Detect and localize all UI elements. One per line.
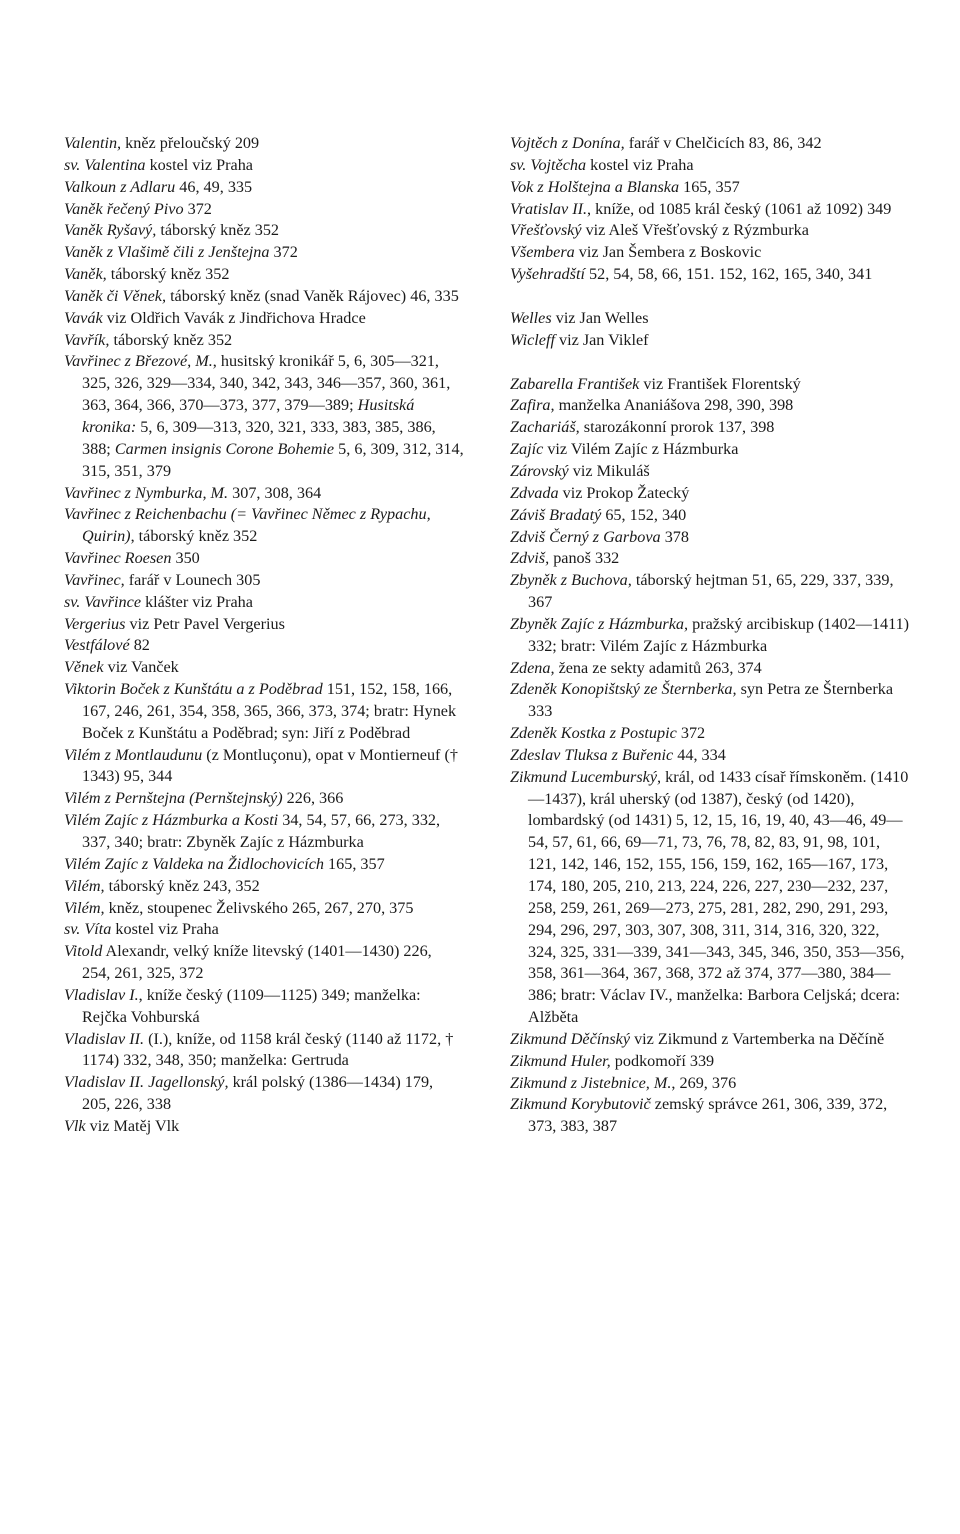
index-entry bbox=[64, 657, 464, 679]
entry-headword: Vilém Zajíc z Valdeka na Židlochovicích bbox=[64, 854, 324, 873]
entry-text: žena ze sekty adamitů 263, 374 bbox=[554, 658, 762, 677]
entry-headword: Zdviš Černý z Garbova bbox=[510, 527, 661, 546]
index-entry bbox=[64, 614, 464, 636]
entry-headword: Zikmund Korybutovič bbox=[510, 1095, 651, 1114]
entry-headword: Viktorin Boček z Kunštátu a z Poděbrad bbox=[64, 680, 323, 699]
entry-headword: Vratislav II. bbox=[510, 199, 588, 218]
entry-headword: Zajíc bbox=[510, 440, 544, 459]
entry-text: viz Matěj Vlk bbox=[85, 1116, 180, 1135]
entry-text: 226, 366 bbox=[282, 789, 344, 808]
entry-headword: Zdeněk Kostka z Postupic bbox=[510, 724, 677, 743]
entry-headword: sv. Víta bbox=[64, 920, 112, 939]
entry-headword: Zabarella František bbox=[510, 374, 640, 393]
index-entry bbox=[510, 723, 910, 745]
index-entry bbox=[510, 199, 910, 221]
entry-text: (z Montluçonu), opat v Montierneuf († 1343) 95, 344 bbox=[82, 745, 458, 786]
index-entry bbox=[64, 635, 464, 657]
index-column-left bbox=[64, 133, 464, 1138]
entry-headword: Zdeslav Tluksa z Buřenic bbox=[510, 745, 674, 764]
index-entry bbox=[510, 548, 910, 570]
entry-text: kněz, stoupenec Želivského 265, 267, 270, 375 bbox=[104, 898, 414, 917]
entry-text: 165, 357 bbox=[679, 177, 740, 196]
index-entry bbox=[510, 1094, 910, 1138]
entry-headword: Zachariáš, bbox=[510, 418, 580, 437]
entry-text: viz Jan Welles bbox=[551, 308, 649, 327]
index-group-z bbox=[510, 374, 910, 1139]
entry-text: táborský kněz 352 bbox=[156, 221, 280, 240]
index-entry bbox=[510, 264, 910, 286]
index-entry bbox=[510, 155, 910, 177]
entry-headword: Vestfálové bbox=[64, 636, 130, 655]
entry-headword: Záviš Bradatý bbox=[510, 505, 602, 524]
group-separator bbox=[510, 352, 910, 374]
index-entry bbox=[64, 985, 464, 1029]
index-group-v bbox=[510, 133, 910, 286]
entry-text: Alexandr, velký kníže litevský (1401—1430) 226, 254, 261, 325, 372 bbox=[82, 942, 432, 983]
index-entry bbox=[64, 351, 464, 482]
entry-text: viz Vilém Zajíc z Házmburka bbox=[543, 440, 739, 459]
index-entry bbox=[64, 941, 464, 985]
entry-text: 151, 152, 158, 166, 167, 246, 261, 354, 358, 365, 366, 373, 374; bratr: Hynek Boček z Kunštátu a Poděbrad; syn: Jiří z Poděbrad bbox=[82, 680, 457, 742]
entry-text: viz Zikmund z Vartemberka na Děčíně bbox=[630, 1029, 885, 1048]
entry-headword: Wicleff bbox=[510, 330, 555, 349]
entry-text: táborský kněz (snad Vaněk Rájovec) 46, 335 bbox=[166, 286, 459, 305]
index-entry bbox=[510, 133, 910, 155]
entry-text: 165, 357 bbox=[324, 854, 385, 873]
entry-headword: Vaněk řečený Pivo bbox=[64, 199, 184, 218]
entry-headword: Vlk bbox=[64, 1116, 86, 1135]
entry-text: 82 bbox=[129, 636, 150, 655]
entry-headword: sv. Vavřince bbox=[64, 592, 142, 611]
index-entry bbox=[510, 177, 910, 199]
entry-text: král polský (1386—1434) 179, 205, 226, 338 bbox=[82, 1073, 434, 1114]
entry-headword: Vavřinec z Nymburka, M. bbox=[64, 483, 229, 502]
entry-text: syn Petra ze Šternberka 333 bbox=[528, 680, 893, 721]
entry-headword: Zbyněk Zajíc z Házmburka, bbox=[510, 614, 689, 633]
entry-headword: Vergerius bbox=[64, 614, 126, 633]
entry-headword: Zikmund Lucemburský, bbox=[510, 767, 662, 786]
index-entry bbox=[64, 679, 464, 745]
entry-text: 5, 6, 309, 312, 314, 315, 351, 379 bbox=[82, 439, 464, 480]
index-entry bbox=[510, 570, 910, 614]
entry-text: 378 bbox=[660, 527, 689, 546]
index-entry bbox=[64, 133, 464, 155]
entry-headword: Zdvada bbox=[510, 483, 559, 502]
entry-text: viz Vanček bbox=[103, 658, 179, 677]
entry-headword: Vavřinec Roesen bbox=[64, 549, 172, 568]
entry-headword: Carmen insignis Corone Bohemie bbox=[110, 439, 335, 458]
index-entry bbox=[510, 374, 910, 396]
entry-text: , kníže, od 1085 král český (1061 až 1092) 349 bbox=[587, 199, 892, 218]
entry-headword: Zárovský bbox=[510, 461, 569, 480]
index-entry bbox=[510, 483, 910, 505]
entry-text: kostel viz Praha bbox=[111, 920, 219, 939]
entry-text: viz Aleš Vřešťovský z Rýzmburka bbox=[581, 221, 809, 240]
entry-headword: Vřešťovský bbox=[510, 221, 582, 240]
index-entry bbox=[510, 527, 910, 549]
entry-text: klášter viz Praha bbox=[141, 592, 253, 611]
entry-headword: Vaněk Ryšavý, bbox=[64, 221, 157, 240]
entry-headword: Vavřinec, bbox=[64, 570, 125, 589]
entry-headword: Všembera bbox=[510, 243, 575, 262]
index-entry bbox=[64, 898, 464, 920]
index-entry bbox=[64, 745, 464, 789]
entry-headword: Vilém z Pernštejna (Pernštejnský) bbox=[64, 789, 283, 808]
entry-headword: Vilém z Montlaudunu bbox=[64, 745, 203, 764]
index-entry bbox=[510, 330, 910, 352]
entry-text: král, od 1433 císař římskoněm. (1410—1437), král uherský (od 1387), český (od 1420), lombardský (od 1431) 5, 12, 15, 16, 19, 40, 43—46, 49—54, 57, 61, 66, 69—71, 73, 76, 78, 82, 83, 91, 98, 101, 121, 142, 146, 152, 155, 156, 159, 162, 165—167, 173, 174, 180, 205, 210, 213, 224, 226, 227, 230—232, 237, 258, 259, 261, 269—273, 275, 281, 282, 290, 291, 293, 294, 296, 297, 303, 307, 308, 311, 314, 316, 320, 322, 324, 325, 331—339, 341—343, 345, 346, 350, 353—356, 358, 361—364, 367, 368, 372 až 374, 377—380, 384—386; bratr: Václav IV., manželka: Barbora Celjská; dcera: Alžběta bbox=[528, 767, 909, 1027]
entry-headword: Věnek bbox=[64, 658, 104, 677]
entry-headword: sv. Vojtěcha bbox=[510, 155, 587, 174]
entry-text: kněz přeloučský 209 bbox=[121, 134, 260, 152]
entry-text: , husitský kronikář 5, 6, 305—321, 325, 326, 329—334, 340, 342, 343, 346—357, 360, 361, 363, 364, 366, 370—373, 377, 379—389; bbox=[82, 352, 451, 415]
entry-text: 52, 54, 58, 66, 151. 152, 162, 165, 340, 341 bbox=[584, 265, 873, 284]
entry-text: 65, 152, 340 bbox=[601, 505, 687, 524]
entry-headword: Vyšehradští bbox=[510, 265, 585, 284]
index-entry bbox=[64, 286, 464, 308]
entry-headword: Vilém, bbox=[64, 898, 105, 917]
entry-text: viz Oldřich Vavák z Jindřichova Hradce bbox=[102, 308, 366, 327]
entry-text: 372 bbox=[269, 243, 298, 262]
entry-headword: Vaněk z Vlašimě čili z Jenštejna bbox=[64, 243, 270, 262]
entry-headword: sv. Valentina bbox=[64, 155, 146, 174]
index-entry bbox=[510, 395, 910, 417]
index-entry bbox=[510, 505, 910, 527]
entry-headword: Vavřík, bbox=[64, 330, 110, 349]
index-entry bbox=[64, 199, 464, 221]
index-entry bbox=[64, 242, 464, 264]
index-entry bbox=[510, 439, 910, 461]
index-entry bbox=[510, 658, 910, 680]
entry-text: 44, 334 bbox=[673, 745, 726, 764]
entry-text: farář v Lounech 305 bbox=[124, 570, 261, 589]
entry-headword: Vladislav II. Jagellonský, bbox=[64, 1073, 229, 1092]
entry-headword: Vaněk, bbox=[64, 265, 107, 284]
entry-headword: Valentin, bbox=[64, 134, 122, 152]
index-column-right bbox=[510, 133, 910, 1138]
entry-headword: Zikmund z Jistebnice, M. bbox=[510, 1073, 672, 1092]
entry-headword: Husitská kronika: bbox=[82, 396, 415, 436]
index-entry bbox=[510, 461, 910, 483]
index-entry bbox=[510, 614, 910, 658]
entry-text: manželka Ananiášova 298, 390, 398 bbox=[554, 396, 794, 415]
entry-headword: Vaněk či Věnek, bbox=[64, 286, 167, 305]
index-entry bbox=[510, 1051, 910, 1073]
entry-text: , kníže český (1109—1125) 349; manželka: Rejčka Vohburská bbox=[82, 985, 421, 1026]
index-entry bbox=[64, 548, 464, 570]
index-entry bbox=[510, 679, 910, 723]
entry-text: 34, 54, 57, 66, 273, 332, 337, 340; bratr: Zbyněk Zajíc z Házmburka bbox=[82, 811, 441, 851]
index-entry bbox=[64, 570, 464, 592]
index-entry bbox=[510, 220, 910, 242]
index-entry bbox=[64, 483, 464, 505]
index-entry bbox=[510, 767, 910, 1029]
entry-text: 5, 6, 309—313, 320, 321, 333, 383, 385, 386, 388; bbox=[82, 417, 436, 458]
entry-headword: Zdena, bbox=[510, 658, 555, 677]
index-entry bbox=[64, 177, 464, 199]
entry-headword: Vojtěch z Donína, bbox=[510, 134, 625, 152]
entry-headword: Vavák bbox=[64, 308, 103, 327]
group-separator bbox=[510, 286, 910, 308]
entry-text: táborský kněz 352 bbox=[109, 330, 233, 349]
entry-text: 307, 308, 364 bbox=[228, 483, 322, 502]
entry-text: (I.), kníže, od 1158 král český (1140 až 1172, † 1174) 332, 348, 350; manželka: Gertruda bbox=[82, 1029, 454, 1070]
entry-text: podkomoří 339 bbox=[610, 1051, 715, 1070]
index-entry bbox=[64, 592, 464, 614]
entry-headword: Vladislav II. bbox=[64, 1029, 145, 1048]
index-entry bbox=[64, 876, 464, 898]
entry-text: 46, 49, 335 bbox=[175, 177, 253, 196]
entry-text: viz Jan Viklef bbox=[554, 330, 649, 349]
entry-headword: Vitold bbox=[64, 942, 103, 961]
entry-text: panoš 332 bbox=[549, 549, 620, 568]
index-entry bbox=[64, 308, 464, 330]
index-entry bbox=[64, 220, 464, 242]
entry-text: , táborský kněz 352 bbox=[130, 527, 258, 546]
index-entry bbox=[64, 1072, 464, 1116]
index-entry bbox=[64, 788, 464, 810]
index-entry bbox=[64, 330, 464, 352]
entry-headword: Zikmund Huler, bbox=[510, 1051, 611, 1070]
entry-text: 350 bbox=[171, 549, 200, 568]
entry-text: táborský hejtman 51, 65, 229, 337, 339, 367 bbox=[528, 571, 894, 612]
index-entry bbox=[64, 1029, 464, 1073]
entry-headword: Vavřinec z Reichenbachu (= Vavřinec Němec z Rypachu, Quirin) bbox=[64, 505, 431, 546]
entry-text: viz Petr Pavel Vergerius bbox=[125, 614, 285, 633]
entry-headword: Vladislav I. bbox=[64, 985, 139, 1004]
entry-headword: Zikmund Děčínský bbox=[510, 1029, 631, 1048]
index-group-w bbox=[510, 308, 910, 352]
index-entry bbox=[64, 919, 464, 941]
entry-text: kostel viz Praha bbox=[145, 155, 253, 174]
entry-text: farář v Chelčicích 83, 86, 342 bbox=[624, 134, 822, 152]
index-entry bbox=[64, 504, 464, 548]
entry-headword: Valkoun z Adlaru bbox=[64, 177, 176, 196]
index-entry bbox=[64, 155, 464, 177]
entry-headword: Vavřinec z Březové, M. bbox=[64, 352, 213, 371]
index-entry bbox=[64, 854, 464, 876]
entry-headword: Vok z Holštejna a Blanska bbox=[510, 177, 680, 196]
entry-text: táborský kněz 352 bbox=[106, 265, 230, 284]
entry-headword: Zdviš, bbox=[510, 549, 550, 568]
entry-headword: Zbyněk z Buchova, bbox=[510, 571, 632, 590]
index-entry bbox=[510, 1073, 910, 1095]
index-entry bbox=[510, 417, 910, 439]
entry-text: , 269, 376 bbox=[671, 1073, 737, 1092]
index-entry bbox=[510, 745, 910, 767]
entry-text: 372 bbox=[183, 199, 212, 218]
entry-text: viz Mikuláš bbox=[568, 461, 650, 480]
entry-text: viz František Florentský bbox=[639, 374, 801, 393]
index-entry bbox=[64, 1116, 464, 1138]
entry-text: viz Prokop Žatecký bbox=[558, 483, 690, 502]
entry-headword: Zafira, bbox=[510, 396, 555, 415]
entry-text: zemský správce 261, 306, 339, 372, 373, 383, 387 bbox=[528, 1095, 888, 1136]
entry-headword: Vilém Zajíc z Házmburka a Kosti bbox=[64, 811, 279, 830]
entry-headword: Welles bbox=[510, 308, 552, 327]
entry-text: táborský kněz 243, 352 bbox=[104, 876, 260, 895]
entry-text: viz Jan Šembera z Boskovic bbox=[574, 243, 762, 262]
index-entry bbox=[64, 810, 464, 854]
index-entry bbox=[64, 264, 464, 286]
entry-headword: Zdeněk Konopištský ze Šternberka, bbox=[510, 680, 737, 699]
entry-text: pražský arcibiskup (1402—1411) 332; bratr: Vilém Zajíc z Házmburka bbox=[528, 614, 910, 655]
index-entry bbox=[510, 308, 910, 330]
entry-headword: Vilém, bbox=[64, 876, 105, 895]
entry-text: kostel viz Praha bbox=[586, 155, 694, 174]
entry-text: starozákonní prorok 137, 398 bbox=[579, 418, 775, 437]
index-entry bbox=[510, 242, 910, 264]
entry-text: 372 bbox=[676, 724, 706, 743]
index-entry bbox=[510, 1029, 910, 1051]
